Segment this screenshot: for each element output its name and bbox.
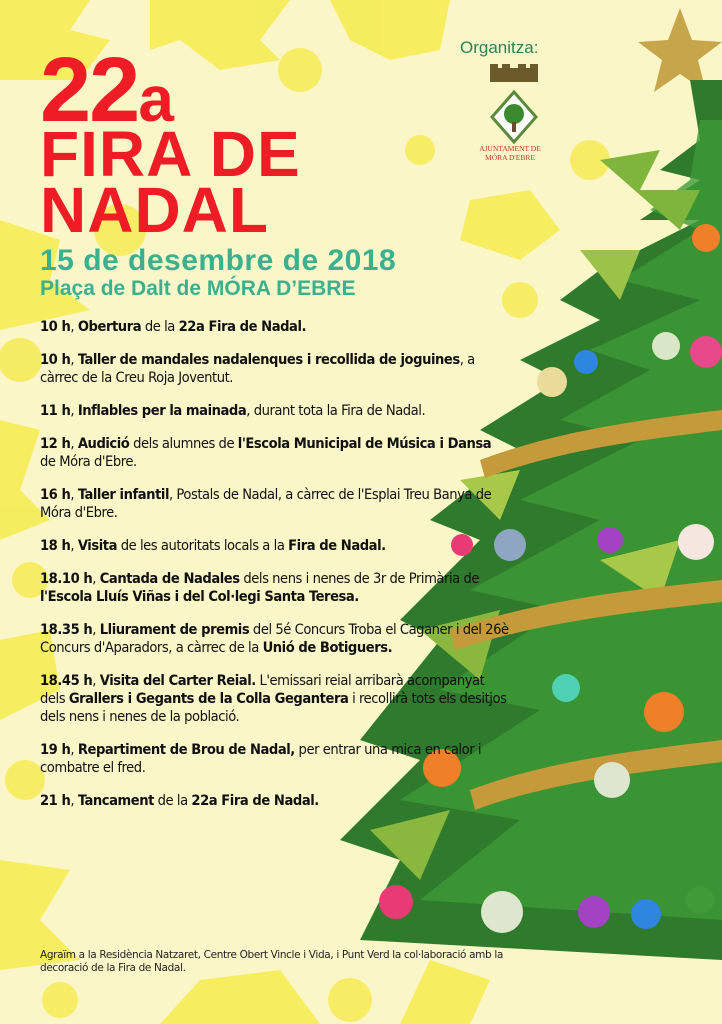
program-item-text: de la [153,792,192,809]
program-item-highlight: Tancament [77,792,154,809]
organizer-label: Organitza: [460,38,539,57]
title-line-3: NADAL [40,174,269,246]
program-item-highlight: 18.10 h [40,570,93,587]
program-item-text: L'emissari reial arribarà acompanyat dels [40,672,485,707]
program-item-text: i recollirà tots els desitjos dels nens i nenes de la població. [40,690,507,725]
program-item [40,672,510,726]
program-item-highlight: Inflables per la mainada [77,402,247,419]
title-line-2: FIRA DE [40,118,301,190]
program-item-highlight: Visita [77,537,117,554]
organizer-name [465,145,555,162]
program-item-highlight: 18 h [40,537,71,554]
program-item [40,435,510,471]
program-item-text: , [70,537,78,554]
program-item [40,537,510,555]
program-item-text: , [70,402,78,419]
program-item [40,792,510,810]
program-item-highlight: Grallers i Gegants de la Colla Gegantera [68,690,349,707]
program-item-highlight: l'Escola Municipal de Música i Dansa [237,435,492,452]
program-item-text: , [92,570,100,587]
program-item-highlight: Obertura [77,318,142,335]
program-list [40,318,510,825]
program-item-highlight: 21 h [40,792,71,809]
program-item-highlight: 18.45 h [40,672,93,689]
program-item-text: , [70,741,78,758]
program-item-highlight: Repartiment de Brou de Nadal, [77,741,295,758]
program-item-highlight: 18.35 h [40,621,93,638]
program-item-text: , [70,486,78,503]
program-item-text: , [70,792,78,809]
program-item-highlight: Visita del Carter Reial. [99,672,256,689]
program-item-highlight: 10 h [40,351,71,368]
program-item-text: de les autoritats locals a la [116,537,289,554]
program-item-highlight: Cantada de Nadales [99,570,240,587]
program-item-text: , [70,435,78,452]
program-item-text: de Móra d'Ebre. [40,453,137,470]
program-item-highlight: 10 h [40,318,71,335]
event-date: 15 de desembre de 2018 [40,244,397,277]
program-item [40,486,510,522]
program-item [40,318,510,336]
program-item [40,621,510,657]
program-item-highlight: Lliurament de premis [99,621,250,638]
organizer-name-line-2: MÓRA D'EBRE [485,152,535,162]
program-item [40,741,510,777]
program-item-highlight: Unió de Botiguers. [262,639,393,656]
program-item-text: dels alumnes de [129,435,238,452]
program-item-text: per entrar una mica en calor i combatre el fred. [40,741,482,776]
program-item-text: , durant tota la Fira de Nadal. [246,402,426,419]
program-item-highlight: Taller de mandales nadalenques i recollida de joguines [77,351,460,368]
program-item-text: , [70,351,78,368]
program-item-highlight: Audició [77,435,130,452]
program-item-text: dels nens i nenes de 3r de Primària de [239,570,480,587]
program-item-text: , Postals de Nadal, a càrrec de l'Esplai Treu Banya de Móra d'Ebre. [40,486,492,521]
program-item [40,570,510,606]
program-item-highlight: 16 h [40,486,71,503]
program-item-highlight: 12 h [40,435,71,452]
program-item-highlight: 11 h [40,402,71,419]
program-item-highlight: 19 h [40,741,71,758]
program-item-text: , [70,318,78,335]
event-place: Plaça de Dalt de MÓRA D’EBRE [40,277,356,300]
edition-suffix: a [138,63,172,135]
edition-number: 22a [40,39,172,141]
program-item-highlight: l'Escola Lluís Viñas i del Col·legi Santa Teresa. [40,588,359,605]
program-item-text: del 5é Concurs Troba el Caganer i del 26è Concurs d'Aparadors, a càrrec de la [40,621,509,656]
program-item-text: de la [141,318,179,335]
program-item-highlight: Taller infantil [77,486,169,503]
acknowledgements: Agraïm a la Residència Natzaret, Centre Obert Vincle i Vida, i Punt Verd la col·laboració amb la decoració de la Fira de Nadal. [40,949,503,974]
organizer-name-line-1: AJUNTAMENT DE [479,144,541,153]
program-item-text: , [92,672,100,689]
program-item-highlight: 22a Fira de Nadal. [178,318,307,335]
program-item-text: , [92,621,100,638]
program-item-highlight: Fira de Nadal. [288,537,386,554]
star-icon [638,8,722,92]
program-item [40,351,510,387]
program-item-highlight: 22a Fira de Nadal. [191,792,319,809]
program-item [40,402,510,420]
program-item-text: , a càrrec de la Creu Roja Joventut. [40,351,475,386]
